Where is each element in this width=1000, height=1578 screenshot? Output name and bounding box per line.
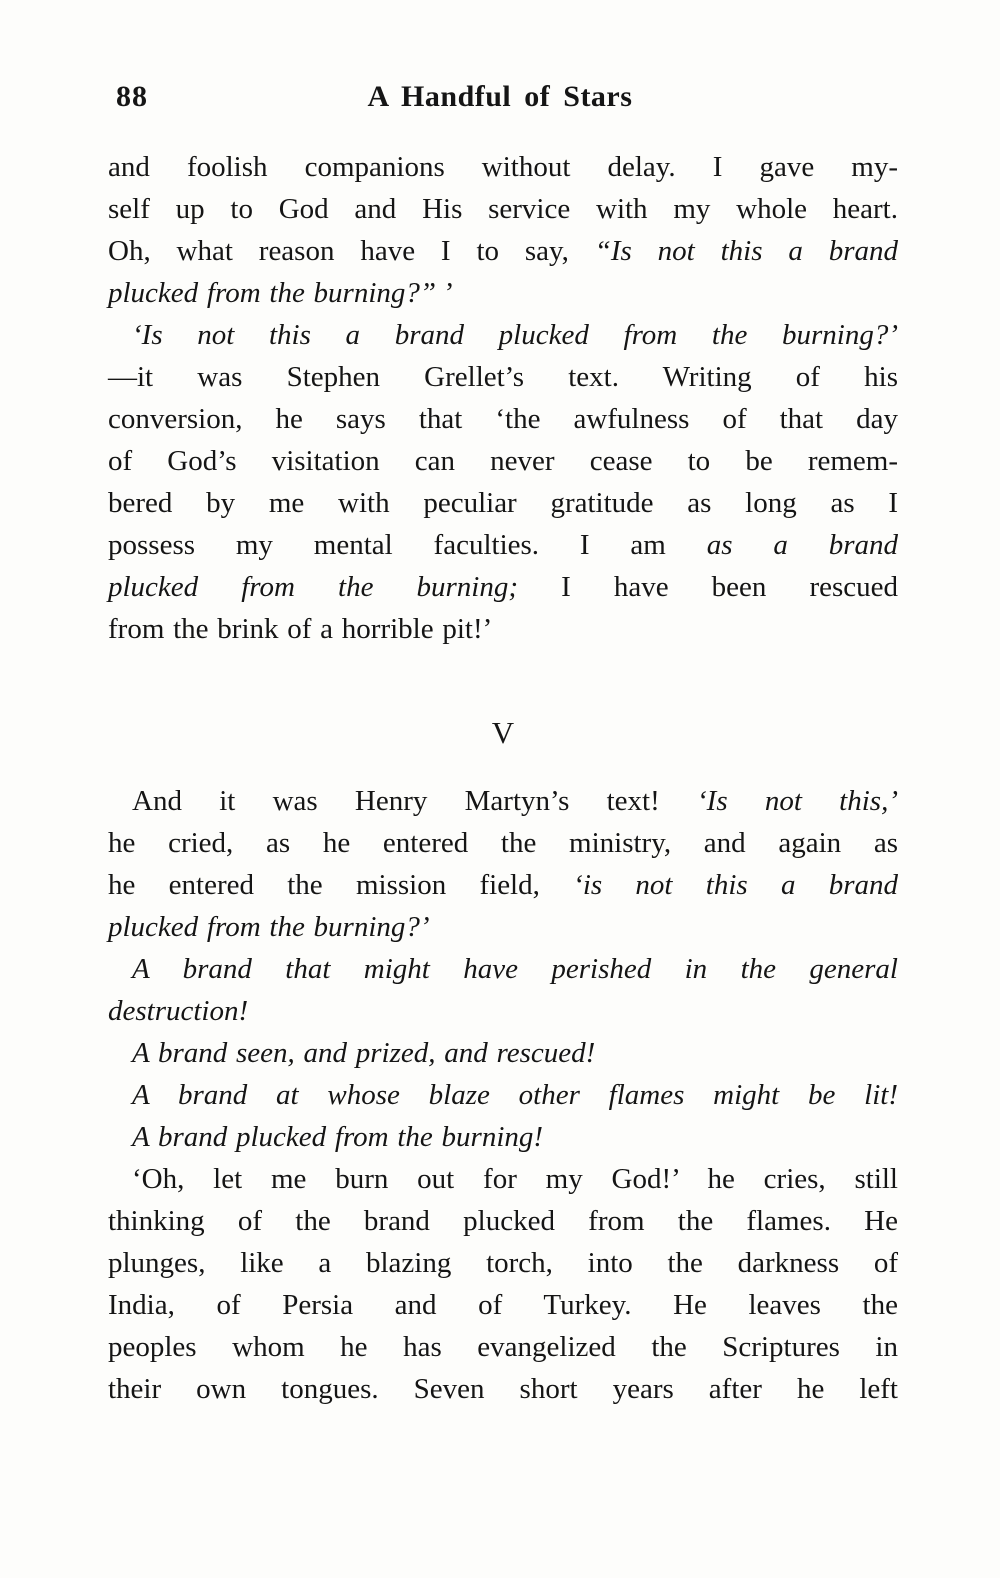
text-line [108, 272, 898, 314]
running-title: A Handful of Stars [367, 80, 633, 113]
text-line [108, 906, 898, 948]
text-line [108, 1368, 898, 1410]
body-text: he entered the mission field, [108, 869, 574, 901]
text-line [108, 482, 898, 524]
body-text: peoples whom he has evangelized the Scriptures in [108, 1331, 898, 1363]
italic-text: as a brand [706, 529, 898, 561]
text-line [108, 1200, 898, 1242]
italic-text: ‘Is not this a brand plucked from the burning?’ [132, 319, 898, 351]
text-body [108, 146, 898, 1410]
italic-text: A brand at whose blaze other flames might be lit! [132, 1079, 898, 1111]
body-text: self up to God and His service with my whole heart. [108, 193, 898, 225]
page-number: 88 [116, 80, 148, 113]
text-line [108, 356, 898, 398]
text-line [108, 1284, 898, 1326]
text-line [108, 230, 898, 272]
text-line [108, 1074, 898, 1116]
text-line [108, 990, 898, 1032]
text-line [108, 1158, 898, 1200]
italic-text: destruction! [108, 995, 249, 1027]
body-text: —it was Stephen Grellet’s text. Writing of his [108, 361, 898, 393]
italic-text: plucked from the burning?’ [108, 911, 430, 943]
text-line [108, 822, 898, 864]
text-line [108, 398, 898, 440]
page-header [0, 80, 1000, 116]
text-line [108, 948, 898, 990]
text-line [108, 524, 898, 566]
text-line [108, 440, 898, 482]
italic-text: plucked from the burning?” [108, 277, 437, 309]
text-line [108, 1116, 898, 1158]
text-line [108, 1032, 898, 1074]
italic-text: A brand that might have perished in the general [132, 953, 898, 985]
text-line [108, 314, 898, 356]
text-line [108, 566, 898, 608]
text-line [108, 608, 898, 650]
body-text: from the brink of a horrible pit!’ [108, 613, 493, 645]
body-text: plunges, like a blazing torch, into the darkness of [108, 1247, 898, 1279]
text-line [108, 146, 898, 188]
text-line [108, 188, 898, 230]
body-text: ‘Oh, let me burn out for my God!’ he cries, still [132, 1163, 898, 1195]
italic-text: A brand seen, and prized, and rescued! [132, 1037, 596, 1069]
body-text: India, of Persia and of Turkey. He leaves the [108, 1289, 898, 1321]
body-text: and foolish companions without delay. I gave my- [108, 151, 898, 183]
italic-text: ‘Is not this,’ [697, 785, 898, 817]
body-text: their own tongues. Seven short years after he left [108, 1373, 898, 1405]
body-text: ’ [436, 277, 455, 309]
body-text: conversion, he says that ‘the awfulness of that day [108, 403, 898, 435]
italic-text: “Is not this a brand [594, 235, 898, 267]
body-text: he cried, as he entered the ministry, and again as [108, 827, 898, 859]
italic-text: A brand plucked from the burning! [132, 1121, 544, 1153]
text-line [108, 780, 898, 822]
italic-text: ‘is not this a brand [573, 869, 899, 901]
body-text: And it was Henry Martyn’s text! [132, 785, 698, 817]
body-text: I have been rescued [518, 571, 899, 603]
body-text: of God’s visitation can never cease to be remem- [108, 445, 898, 477]
body-text: bered by me with peculiar gratitude as long as I [108, 487, 898, 519]
body-text: possess my mental faculties. I am [108, 529, 707, 561]
body-text: thinking of the brand plucked from the flames. He [108, 1205, 898, 1237]
body-text: Oh, what reason have I to say, [108, 235, 595, 267]
text-line [108, 1326, 898, 1368]
text-line [108, 864, 898, 906]
italic-text: plucked from the burning; [108, 571, 519, 603]
text-line [108, 1242, 898, 1284]
section-heading: V [491, 715, 515, 750]
